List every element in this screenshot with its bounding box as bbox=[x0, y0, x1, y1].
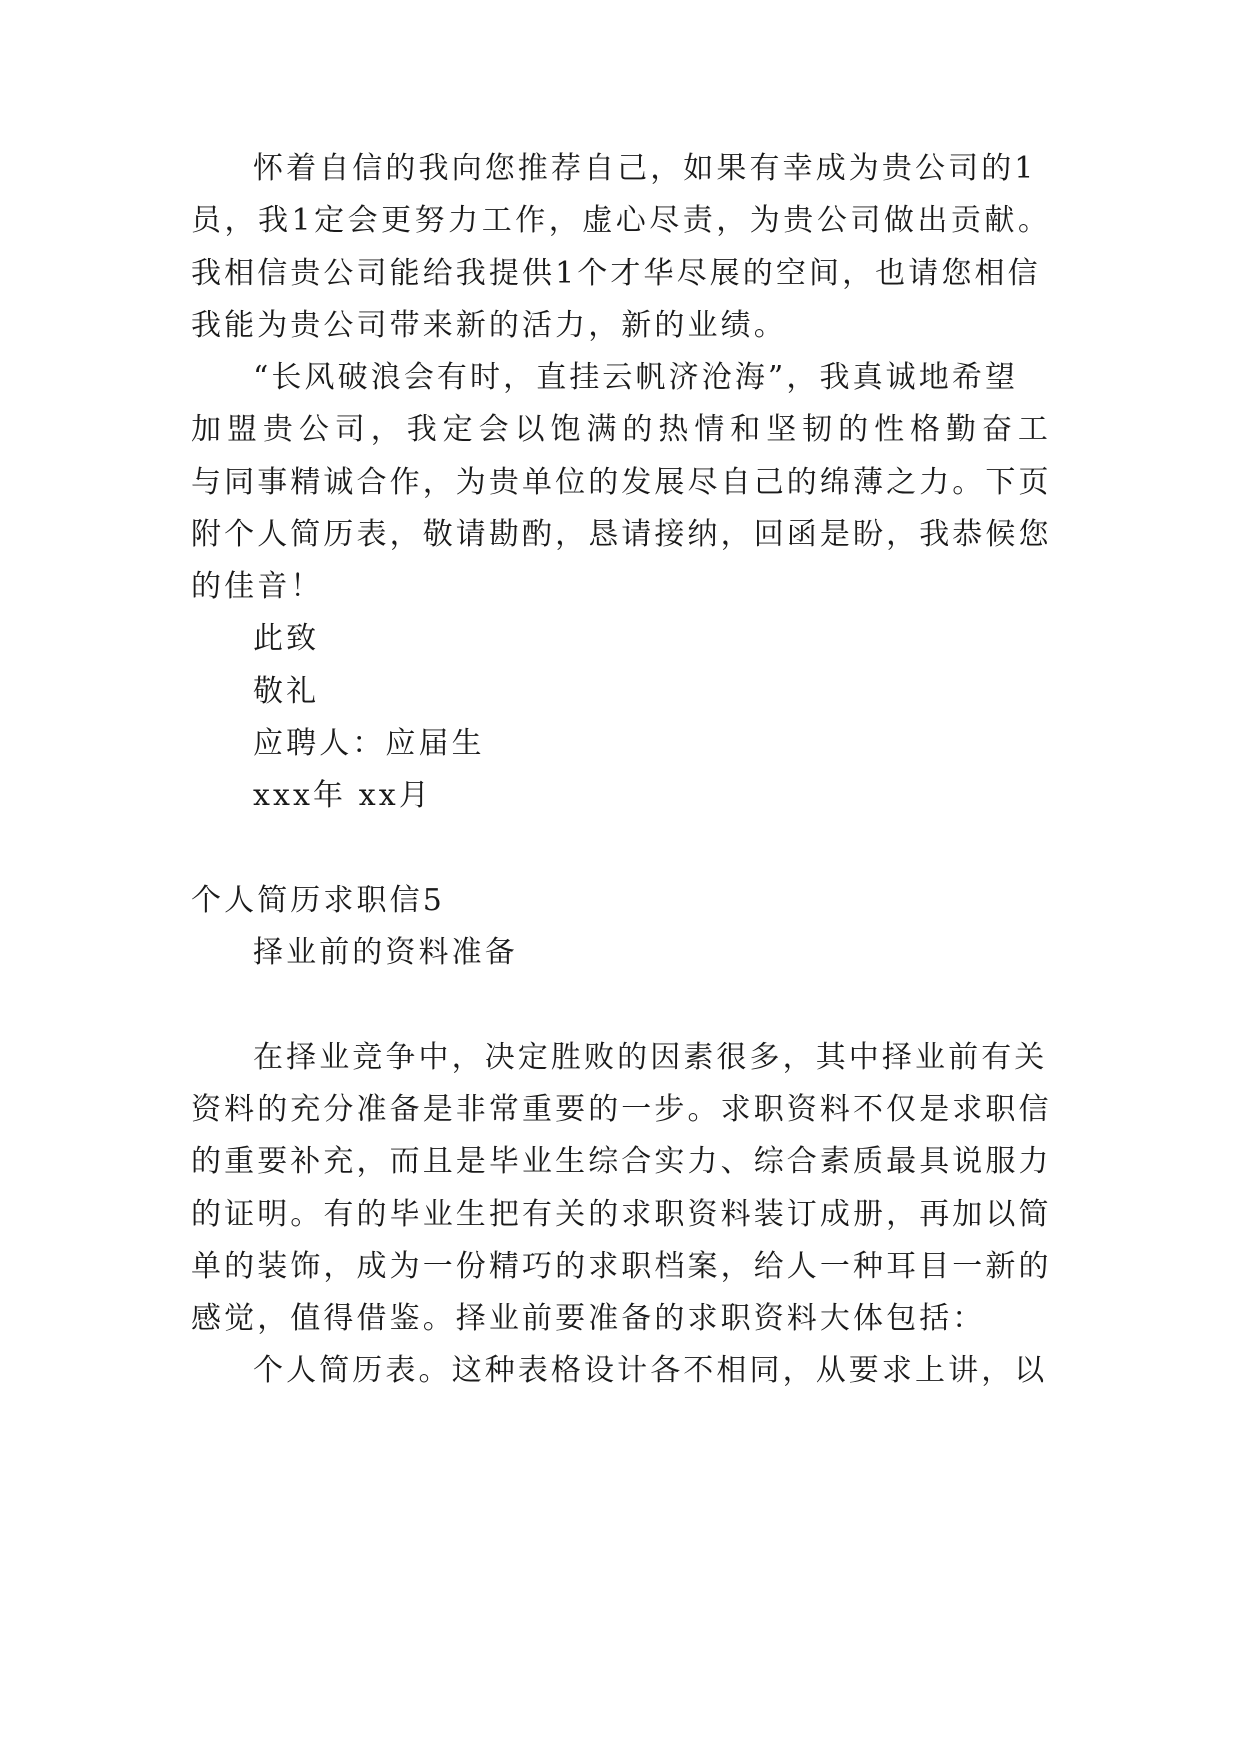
section-title: 个人简历求职信5 bbox=[191, 883, 445, 918]
paragraph-line: 在择业竞争中，决定胜败的因素很多，其中择业前有关 bbox=[253, 1040, 1048, 1075]
paragraph-line: 个人简历表。这种表格设计各不相同，从要求上讲，以 bbox=[253, 1353, 1048, 1388]
letter-date: xxx年 xx月 bbox=[253, 778, 432, 813]
closing-salutation: 此致 bbox=[253, 621, 320, 656]
paragraph-line: 员，我1定会更努力工作，虚心尽责，为贵公司做出贡献。 bbox=[191, 203, 1051, 238]
paragraph-line: 感觉，值得借鉴。择业前要准备的求职资料大体包括： bbox=[191, 1301, 986, 1336]
paragraph-line: 资料的充分准备是非常重要的一步。求职资料不仅是求职信 bbox=[191, 1092, 1052, 1127]
paragraph-line: 的证明。有的毕业生把有关的求职资料装订成册，再加以简 bbox=[191, 1197, 1052, 1232]
paragraph-line: 单的装饰，成为一份精巧的求职档案，给人一种耳目一新的 bbox=[191, 1249, 1052, 1284]
paragraph-line: 我能为贵公司带来新的活力，新的业绩。 bbox=[191, 308, 787, 343]
paragraph-line: 怀着自信的我向您推荐自己，如果有幸成为贵公司的1 bbox=[253, 151, 1037, 186]
applicant-name: 应聘人：应届生 bbox=[253, 726, 485, 761]
paragraph-line: 的重要补充，而且是毕业生综合实力、综合素质最具说服力 bbox=[191, 1144, 1052, 1179]
paragraph-line: “长风破浪会有时，直挂云帆济沧海”，我真诚地希望 bbox=[253, 360, 1019, 395]
closing-regards: 敬礼 bbox=[253, 674, 320, 709]
paragraph-line: 我相信贵公司能给我提供1个才华尽展的空间，也请您相信 bbox=[191, 256, 1041, 291]
paragraph-line: 与同事精诚合作，为贵单位的发展尽自己的绵薄之力。下页 bbox=[191, 465, 1052, 500]
paragraph-line: 的佳音！ bbox=[191, 569, 324, 604]
paragraph-line: 附个人简历表，敬请勘酌，恳请接纳，回函是盼，我恭候您 bbox=[191, 517, 1052, 552]
section-subtitle: 择业前的资料准备 bbox=[253, 935, 518, 970]
paragraph-line: 加盟贵公司，我定会以饱满的热情和坚韧的性格勤奋工 bbox=[191, 412, 1051, 447]
